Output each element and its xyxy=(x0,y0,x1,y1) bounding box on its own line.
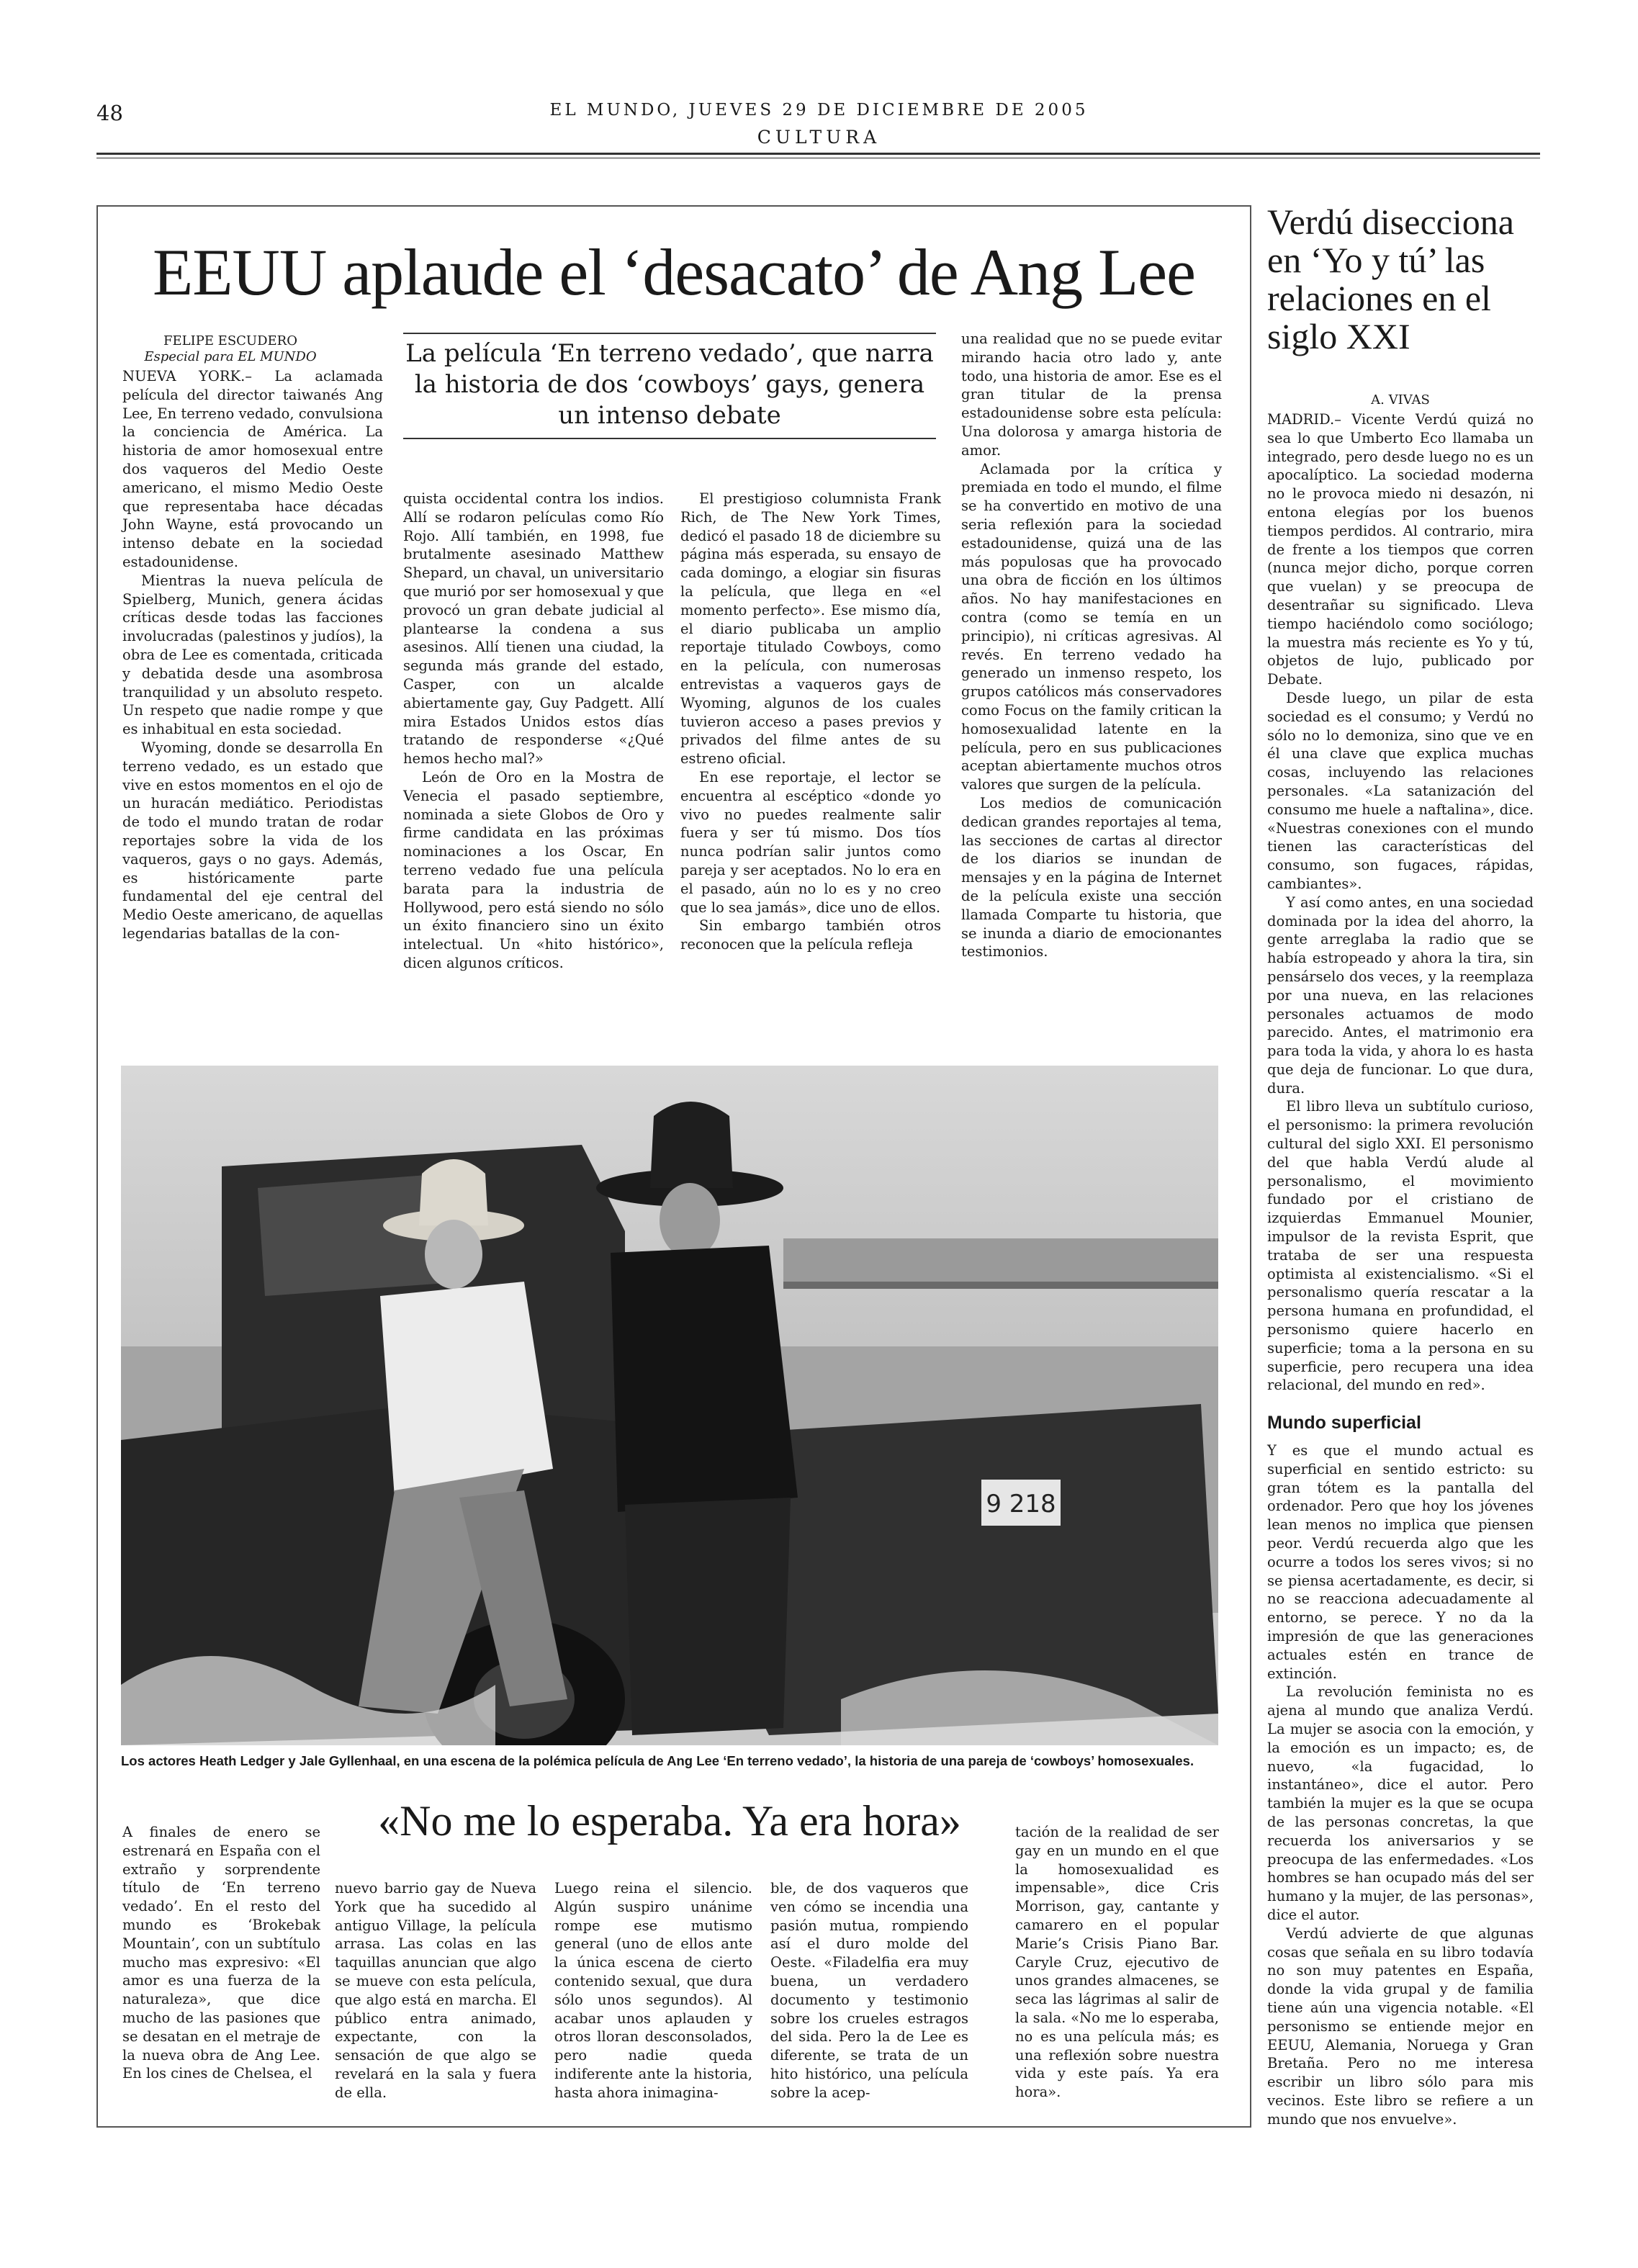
paragraph: Y es que el mundo actual es superficial en sentido estricto: su gran tótem es la pantalla del ordenador. Pero que hoy los jóvenes lean menos no implica que piensen peor. Verdú recuerda algo que les ocurre a todos los seres vivos; si no se piensa acertadamente, es decir, si no se reacciona adecuadamente al entorno, se perece. Y no da la impresión de que las generaciones actuales estén en trance de extinción. xyxy=(1267,1442,1534,1682)
paragraph: quista occidental contra los indios. Allí se rodaron películas como Río Rojo. Allí también, en 1998, fue brutalmente asesinado Matthew Shepard, un chaval, un universitario que murió por ser homosexual y que provocó un gran debate judicial al plantearse la condena a sus asesinos. Allí tienen una ciudad, la segunda más grande del estado, Casper, con un alcalde abiertamente gay, Guy Padgett. Allí mira Estados Unidos estos días tratando de responderse «¿Qué hemos hecho mal?» xyxy=(403,490,664,768)
paragraph: tación de la realidad de ser gay en un mundo en el que la homosexualidad es impensable», dice Cris Morrison, gay, cantante y camarero en el popular Marie’s Crisis Piano Bar. Caryle Cruz, ejecutivo de unos grandes almacenes, se seca las lágrimas al salir de la sala. «No me lo esperaba, no es una película más; es una reflexión sobre nuestra vida y este país. Ya era hora». xyxy=(1015,1824,1219,2101)
paragraph: León de Oro en la Mostra de Venecia el pasado septiembre, nominada a siete Globos de Oro y firme candidata en las próximas nominaciones a los Oscar, En terreno vedado fue una película barata para la industria de Hollywood, pero está siendo no sólo un éxito financiero sino un éxito intelectual. Un «hito histórico», dicen algunos críticos. xyxy=(403,768,664,971)
sidebar-headline: Verdú disecciona en ‘Yo y tú’ las relaciones en el siglo XXI xyxy=(1267,202,1514,356)
paragraph: Mientras la nueva película de Spielberg, Munich, genera ácidas críticas desde todas las facciones involucradas (palestinos y judíos), la obra de Lee es comentada, criticada y debatida desde una asombrosa tranquilidad y un absoluto respeto. Un respeto que nadie rompe y que es inhabitual en esta sociedad. xyxy=(122,572,383,738)
paragraph: una realidad que no se puede evitar mirando hacia otro lado y, ante todo, una historia de amor. Ese es el gran titular de la prensa estadounidense sobre esta película: Una dolorosa y amarga historia de amor. xyxy=(961,330,1222,459)
photo-caption: Los actores Heath Ledger y Jale Gyllenhaal, en una escena de la polémica película de Ang Lee ‘En terreno vedado’, la historia de una pareja de ‘cowboys’ homosexuales. xyxy=(121,1753,1194,1768)
paragraph: Aclamada por la crítica y premiada en todo el mundo, el filme se ha convertido en motivo de una seria reflexión para la sociedad estadounidense, quizá una de las más populosas que ha provocado una obra de ficción en los últimos años. No hay manifestaciones en contra (como se temía en un principio), ni críticas agresivas. Al revés. En terreno vedado ha generado un inmenso respeto, los grupos católicos más conservadores como Focus on the family critican la homosexualidad latente en la película, pero en sus publicaciones aceptan abiertamente muchos otros valores que surgen de la película. xyxy=(961,460,1222,793)
article-column-4 xyxy=(961,330,1222,961)
second-column-4 xyxy=(770,1879,968,2102)
masthead-date: EL MUNDO, JUEVES 29 DE DICIEMBRE DE 2005 xyxy=(549,101,1089,120)
article-column-3 xyxy=(680,490,941,954)
paragraph: En ese reportaje, el lector se encuentra al escéptico «donde yo vivo no puedes realmente salir fuera y ser tú mismo. Dos tíos nunca podrían salir juntos como pareja y ser aceptados. No lo era en el pasado, aún no lo es y no creo que lo sea jamás», dice uno de ellos. xyxy=(680,768,941,916)
article-column-1 xyxy=(122,367,383,943)
header-rule-top xyxy=(96,153,1540,155)
paragraph: Desde luego, un pilar de esta sociedad es el consumo; y Verdú no sólo no lo demoniza, sino que ve en él una clave que explica muchas cosas, incluyendo las relaciones personales. «La satanización del consumo me huele a naftalina», dice. «Nuestras conexiones con el mundo tienen las características del consumo, son fugaces, rápidas, cambiantes». xyxy=(1267,689,1534,892)
paragraph: Luego reina el silencio. Algún suspiro unánime rompe ese mutismo general (uno de ellos ante la única escena de cierto contenido sexual, que dura sólo unos segundos). Al acabar unos aplauden y otros lloran desconsolados, pero nadie queda indiferente ante la historia, hasta ahora inimagina- xyxy=(554,1880,752,2101)
article-column-2 xyxy=(403,490,664,973)
film-still-photo xyxy=(121,1066,1218,1745)
paragraph: Los medios de comunicación dedican grandes reportajes al tema, las secciones de cartas al director de los diarios se inundan de mensajes y en la página de Internet de la película existe una sección llamada Comparte tu historia, que se inunda a diario de emocionantes testimonios. xyxy=(961,794,1222,960)
paragraph: NUEVA YORK.– La aclamada película del director taiwanés Ang Lee, En terreno vedado, convulsiona la conciencia de América. La historia de amor homosexual entre dos vaqueros del Medio Oeste americano, el mismo Medio Oeste que representaba hace décadas John Wayne, está provocando un intenso debate en la sociedad estadounidense. xyxy=(122,368,383,570)
section-name: CULTURA xyxy=(757,127,881,148)
paragraph: El prestigioso columnista Frank Rich, de The New York Times, dedicó el pasado 18 de diciembre su página más esperada, su ensayo de cada domingo, a elogiar sin fisuras la película, que llega en «el momento perfecto». Ese mismo día, el diario publicaba un amplio reportaje titulado Cowboys, como en la película, con numerosas entrevistas a vaqueros gays de Wyoming, algunos de los cuales tuvieron acceso a pases previos y privados del filme antes de su estreno oficial. xyxy=(680,490,941,768)
paragraph: Verdú advierte de que algunas cosas que señala en su libro todavía no son muy patentes en España, donde la vida grupal y de familia tiene aún una vigencia notable. «El personismo se entiende mejor en EEUU, Alemania, Noruega y Gran Bretaña. Pero no me interesa escribir un libro sólo para mis vecinos. Este libro se refiere a un mundo que nos envuelve». xyxy=(1267,1925,1534,2128)
deck-rule-top xyxy=(403,333,936,334)
deck-rule-bottom xyxy=(403,438,936,439)
paragraph: Sin embargo también otros reconocen que la película refleja xyxy=(680,917,941,953)
sidebar-subheading: Mundo superficial xyxy=(1267,1413,1421,1433)
paragraph: ble, de dos vaqueros que ven cómo se incendia una pasión mutua, rompiendo así el duro molde del Oeste. «Filadelfia era muy buena, un verdadero documento y testimonio sobre los crueles estragos del sida. Pero la de Lee es diferente, se trata de un hito histórico, una película sobre la acep- xyxy=(770,1880,968,2101)
byline-author: FELIPE ESCUDERO xyxy=(163,333,297,348)
second-column-3 xyxy=(554,1879,752,2102)
second-column-1 xyxy=(122,1823,320,2083)
paragraph: El libro lleva un subtítulo curioso, el personismo: la primera revolución cultural del siglo XXI. El personismo del que habla Verdú alude al personalismo, el movimiento fundado por el cristiano de izquierdas Emmanuel Mounier, impulsor de la revista Esprit, que trataba de ser una respuesta optimista al existencialismo. «Si el personalismo quería rescatar a la persona humana en profundidad, el personismo quiere hacerlo en superficie; toma a la persona en su superficie, pero recupera una idea relacional, del mundo en red». xyxy=(1267,1098,1534,1394)
sidebar-column-top xyxy=(1267,410,1534,1395)
sidebar-column-bottom xyxy=(1267,1441,1534,2128)
license-plate-text: 9 218 xyxy=(986,1490,1056,1518)
second-headline: «No me lo esperaba. Ya era hora» xyxy=(378,1797,961,1845)
sidebar-byline: A. VIVAS xyxy=(1371,392,1430,408)
second-column-5 xyxy=(1015,1823,1219,2102)
paragraph: La revolución feminista no es ajena al mundo que analiza Verdú. La mujer se asocia con la emoción, y la emoción es un impacto; es, de nuevo, «la fugacidad, lo instantáneo», dice el autor. Pero también la mujer es la que se ocupa de las personas concretas, la que recuerda los aniversarios y se preocupa de las enfermedades. «Los hombres se han ocupado más del ser humano y la mujer, de las personas», dice el autor. xyxy=(1267,1683,1534,1923)
second-column-2 xyxy=(335,1879,536,2102)
page-number: 48 xyxy=(96,101,123,125)
byline-role: Especial para EL MUNDO xyxy=(144,349,317,364)
paragraph: Wyoming, donde se desarrolla En terreno vedado, es un estado que vive en estos momentos en el ojo de un huracán mediático. Periodistas de todo el mundo tratan de rodar reportajes sobre la vida de los vaqueros, gays o no gays. Además, es históricamente parte fundamental del eje central del Medio Oeste americano, de aquellas legendarias batallas de la con- xyxy=(122,739,383,942)
paragraph: nuevo barrio gay de Nueva York que ha sucedido al antiguo Village, la película arrasa. Las colas en las taquillas anuncian que algo se mueve con esta película, que algo está en marcha. El público entra animado, expectante, con la sensación de que algo se revelará en la sala y fuera de ella. xyxy=(335,1880,536,2101)
paragraph: Y así como antes, en una sociedad dominada por la idea del ahorro, la gente arreglaba la radio que se había estropeado y ahora la tira, sin pensárselo dos veces, y la reemplaza por una nueva, en las relaciones personales actuamos de modo parecido. Antes, el matrimonio era para toda la vida, y ahora lo es hasta que deja de funcionar. Lo que dura, dura. xyxy=(1267,894,1534,1097)
main-headline: EEUU aplaude el ‘desacato’ de Ang Lee xyxy=(153,235,1195,309)
paragraph: MADRID.– Vicente Verdú quizá no sea lo que Umberto Eco llamaba un integrado, pero desde luego no es un apocalíptico. La sociedad moderna no le provoca miedo ni desazón, ni entona elegías por los buenos tiempos perdidos. Al contrario, mira de frente a los tiempos que corren (nunca mejor dicho, porque corren que vuelan) y se preocupa de desentrañar su significado. Lleva tiempo haciéndolo como sociólogo; la muestra más reciente es Yo y tú, objetos de lujo, publicado por Debate. xyxy=(1267,411,1534,688)
paragraph: A finales de enero se estrenará en España con el extraño y sorprendente título de ‘En terreno vedado’. En el resto del mundo es ‘Brokebak Mountain’, con un subtítulo mucho mas expresivo: «El amor es una fuerza de la naturaleza», que dice mucho de las pasiones que se desatan en el metraje de la nueva obra de Ang Lee. En los cines de Chelsea, el xyxy=(122,1824,320,2082)
photo-illustration xyxy=(121,1066,1218,1745)
deck-subheading: La película ‘En terreno vedado’, que narra la historia de dos ‘cowboys’ gays, genera un intenso debate xyxy=(405,339,934,430)
